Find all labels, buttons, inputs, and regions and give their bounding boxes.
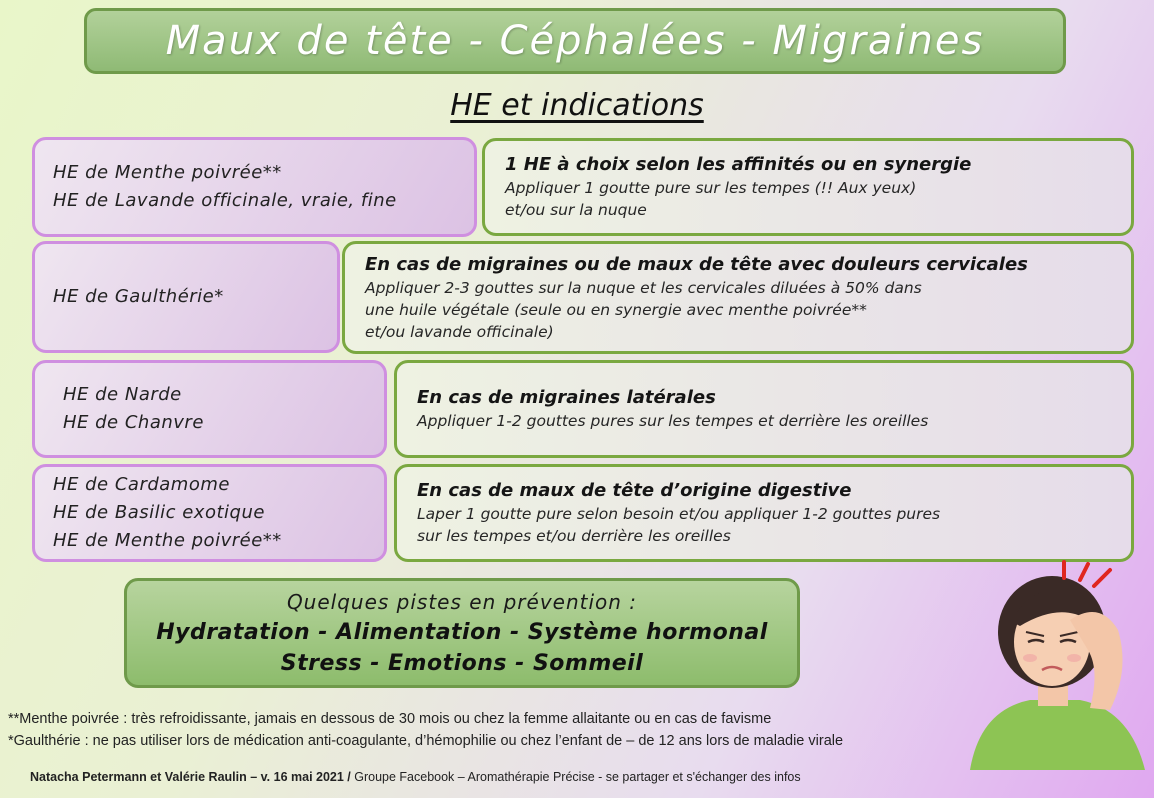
credit-group: Groupe Facebook – Aromathérapie Précise - se partager et s'échanger des infos — [350, 770, 801, 784]
footnote: *Gaulthérie : ne pas utiliser lors de médication anti-coagulante, d’hémophilie ou chez l’enfant de – de 12 ans lors de maladie virale — [8, 733, 844, 749]
prevention-box — [124, 578, 800, 688]
oil-name: HE de Menthe poivrée** — [53, 162, 282, 183]
indication-text: et/ou lavande officinale) — [365, 322, 554, 341]
oils-box-3 — [32, 360, 387, 458]
oil-name: HE de Cardamome — [53, 474, 230, 495]
indication-box-2 — [342, 241, 1134, 354]
oils-box-4 — [32, 464, 387, 562]
indication-box-3 — [394, 360, 1134, 458]
indication-heading: En cas de migraines latérales — [417, 387, 716, 408]
oil-name: HE de Basilic exotique — [53, 502, 265, 523]
indication-text: Appliquer 1-2 gouttes pures sur les tempes et derrière les oreilles — [417, 412, 929, 430]
oil-name: HE de Chanvre — [63, 412, 204, 433]
indication-text: Appliquer 1 goutte pure sur les tempes (!! Aux yeux) — [505, 179, 917, 197]
oil-name: HE de Lavande officinale, vraie, fine — [53, 190, 397, 211]
oils-box-2 — [32, 241, 340, 353]
title-banner — [84, 8, 1066, 74]
indication-text: sur les tempes et/ou derrière les oreilles — [417, 527, 731, 545]
page-title: Maux de tête - Céphalées - Migraines — [165, 18, 985, 64]
oil-name: HE de Menthe poivrée** — [53, 530, 282, 551]
prevention-intro: Quelques pistes en prévention : — [286, 590, 638, 614]
credit-authors: Natacha Petermann et Valérie Raulin – v. 16 mai 2021 / — [30, 770, 351, 784]
indication-text: et/ou sur la nuque — [505, 201, 647, 219]
indication-box-1 — [482, 138, 1134, 236]
indication-heading: 1 HE à choix selon les affinités ou en synergie — [505, 154, 972, 175]
indication-text: une huile végétale (seule ou en synergie avec menthe poivrée** — [365, 300, 867, 319]
indication-heading: En cas de maux de tête d’origine digestive — [417, 480, 852, 501]
footnote: **Menthe poivrée : très refroidissante, jamais en dessous de 30 mois ou chez la femme allaitante ou en cas de favisme — [8, 711, 772, 727]
indication-text: Laper 1 goutte pure selon besoin et/ou appliquer 1-2 gouttes pures — [417, 505, 941, 523]
indication-box-4 — [394, 464, 1134, 562]
indication-text: Appliquer 2-3 gouttes sur la nuque et les cervicales diluées à 50% dans — [365, 278, 922, 297]
prevention-line: Stress - Emotions - Sommeil — [280, 651, 644, 676]
oil-name: HE de Gaulthérie* — [53, 286, 224, 307]
prevention-line: Hydratation - Alimentation - Système hormonal — [156, 620, 768, 645]
subtitle-wrap — [0, 88, 1154, 123]
indication-heading: En cas de migraines ou de maux de tête avec douleurs cervicales — [365, 253, 1028, 275]
page-subtitle: HE et indications — [450, 88, 704, 123]
footnotes — [8, 708, 968, 752]
credit-line — [30, 770, 801, 784]
oil-name: HE de Narde — [63, 384, 182, 405]
oils-box-1 — [32, 137, 477, 237]
woman-headache-illustration — [960, 560, 1150, 770]
